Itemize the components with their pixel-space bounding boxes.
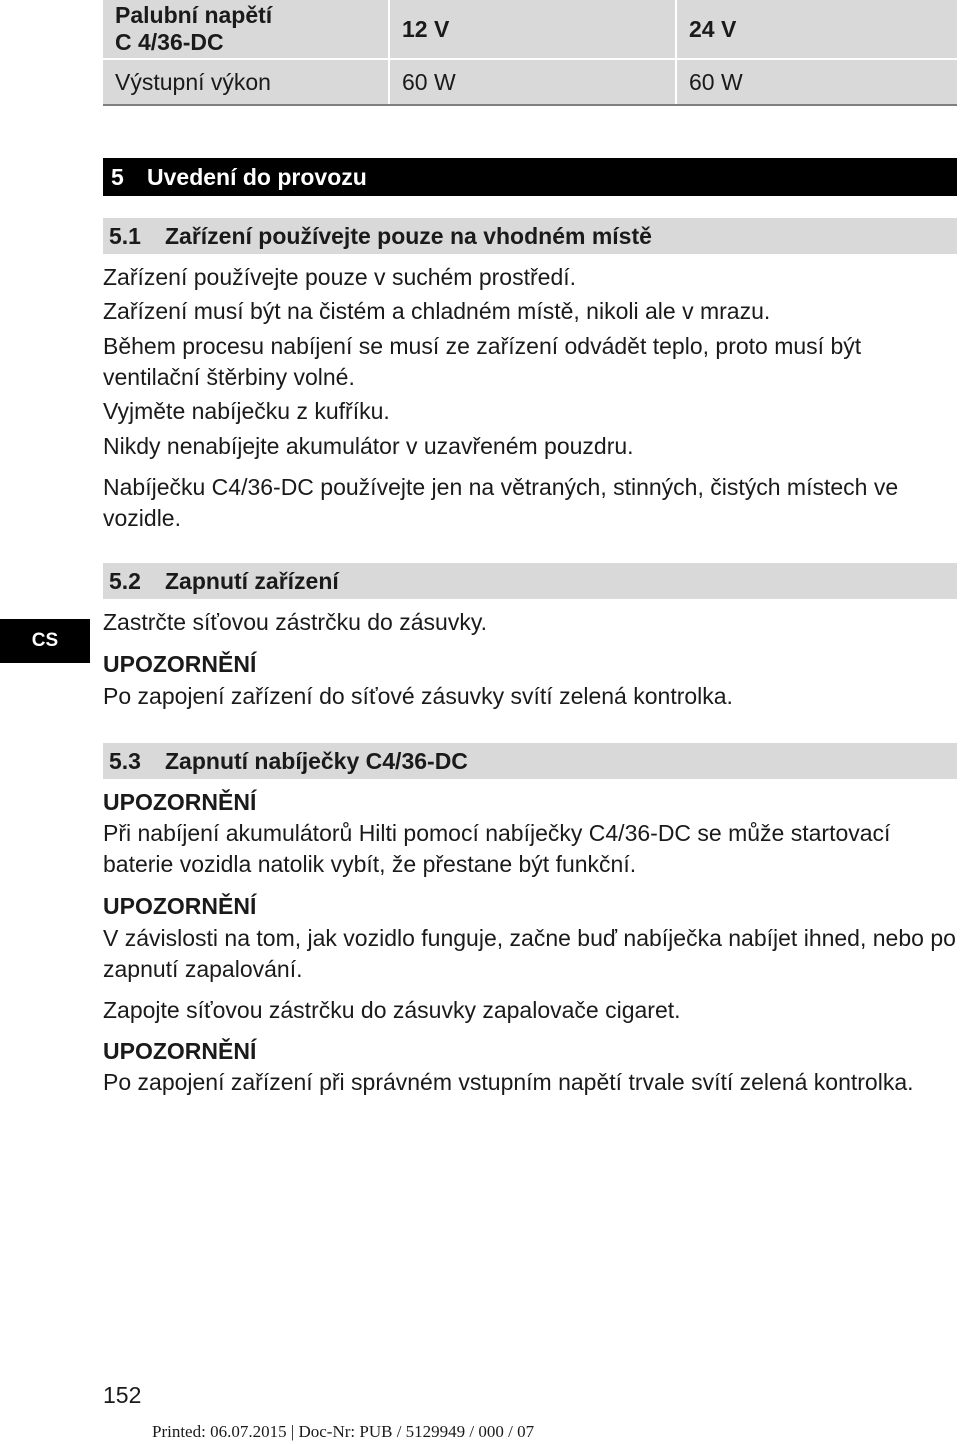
subsection-title: Zapnutí nabíječky C4/36-DC (165, 747, 468, 774)
note-text: Po zapojení zařízení při správném vstupním napětí trvale svítí zelená kontrolka. (103, 1069, 914, 1095)
subsection-header-5-3 (103, 743, 957, 779)
header-label-line2: C 4/36-DC (115, 29, 224, 55)
row-label-output-power: Výstupní výkon (103, 59, 389, 105)
header-cell-voltage (103, 0, 389, 59)
header-label-line1: Palubní napětí (115, 2, 273, 28)
paragraph: Během procesu nabíjení se musí ze zařízení odvádět teplo, proto musí být ventilační štěrbiny volné. (103, 333, 862, 390)
note-label: UPOZORNĚNÍ (103, 789, 257, 815)
subsection-header-5-1 (103, 218, 957, 254)
subsection-header-5-2 (103, 563, 957, 599)
cell-output-24v: 60 W (676, 59, 957, 105)
paragraph: Nikdy nenabíjejte akumulátor v uzavřeném pouzdru. (103, 433, 634, 459)
subsection-number: 5.2 (109, 567, 141, 594)
cell-output-12v: 60 W (389, 59, 676, 105)
paragraph: Zastrčte síťovou zástrčku do zásuvky. (103, 609, 488, 635)
note-text: Po zapojení zařízení do síťové zásuvky svítí zelená kontrolka. (103, 683, 733, 709)
paragraph: Nabíječku C4/36-DC používejte jen na větraných, stinných, čistých místech ve vozidle. (103, 474, 899, 531)
paragraph: Vyjměte nabíječku z kufříku. (103, 398, 390, 424)
language-tab: CS (0, 619, 90, 663)
page-number: 152 (103, 1382, 142, 1408)
section-header-commissioning (103, 158, 957, 196)
header-cell-24v: 24 V (676, 0, 957, 59)
print-footer: Printed: 06.07.2015 | Doc-Nr: PUB / 5129949 / 000 / 07 (152, 1422, 535, 1441)
note-text: Při nabíjení akumulátorů Hilti pomocí nabíječky C4/36-DC se může startovací baterie vozidla natolik vybít, že přestane být funkční. (103, 820, 891, 877)
note-text: V závislosti na tom, jak vozidlo funguje, začne buď nabíječka nabíjet ihned, nebo po zapnutí zapalování. (103, 925, 956, 982)
note-label: UPOZORNĚNÍ (103, 651, 257, 677)
subsection-title: Zařízení používejte pouze na vhodném místě (165, 222, 652, 249)
paragraph: Zařízení používejte pouze v suchém prostředí. (103, 264, 577, 290)
table-header-row (103, 0, 957, 59)
note-label: UPOZORNĚNÍ (103, 893, 257, 919)
subsection-number: 5.3 (109, 747, 141, 774)
paragraph: Zařízení musí být na čistém a chladném místě, nikoli ale v mrazu. (103, 298, 771, 324)
table-row (103, 59, 957, 105)
section-title: Uvedení do provozu (147, 163, 367, 190)
subsection-number: 5.1 (109, 222, 141, 249)
voltage-spec-table (103, 0, 957, 106)
paragraph: Zapojte síťovou zástrčku do zásuvky zapalovače cigaret. (103, 997, 681, 1023)
header-cell-12v: 12 V (389, 0, 676, 59)
subsection-title: Zapnutí zařízení (165, 567, 339, 594)
section-number: 5 (111, 163, 124, 190)
note-label: UPOZORNĚNÍ (103, 1038, 257, 1064)
